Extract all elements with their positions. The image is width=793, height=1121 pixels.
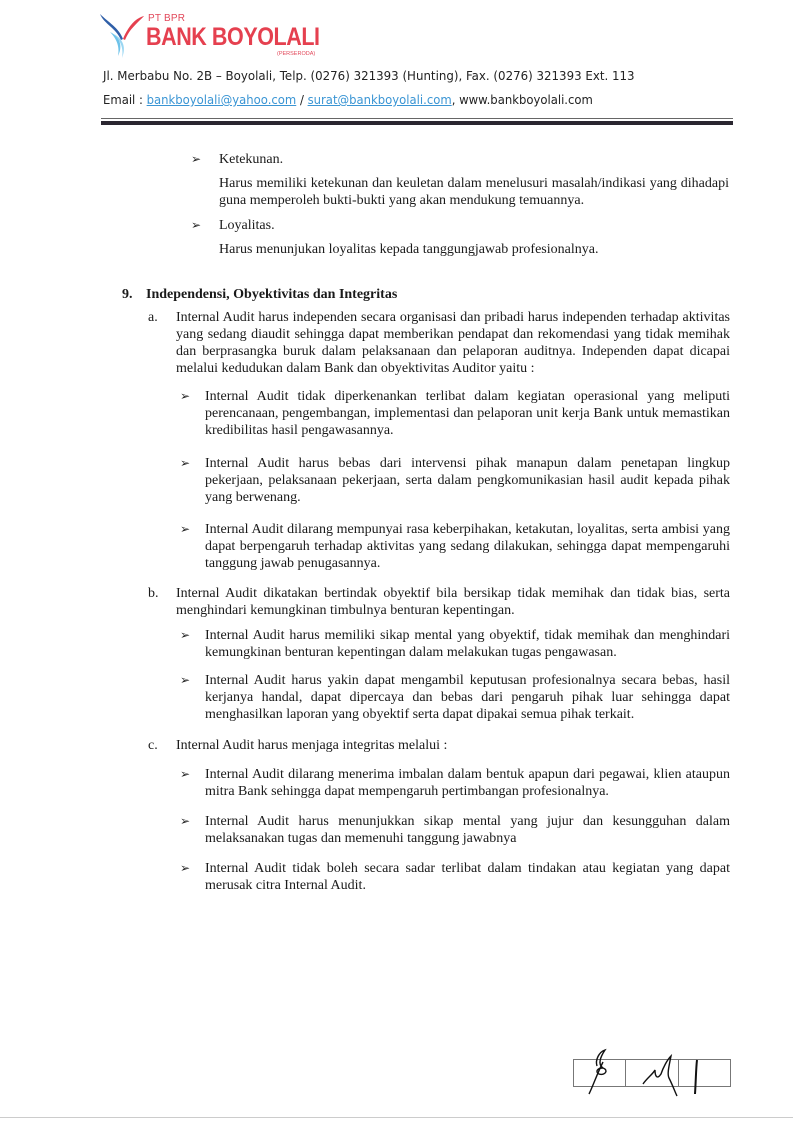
company-address: Jl. Merbabu No. 2B – Boyolali, Telp. (0276) 321393 (Hunting), Fax. (0276) 321393 Ext. 113 — [103, 69, 635, 83]
handwritten-initials-icon — [575, 1038, 735, 1100]
header-rule-thin — [101, 118, 733, 119]
arrow-bullet-icon: ➢ — [191, 218, 202, 232]
item-title-ketekunan: Ketekunan. — [219, 152, 284, 167]
arrow-bullet-icon: ➢ — [180, 389, 191, 403]
bank-logo-icon — [96, 8, 146, 60]
point-c-bullet-2: Internal Audit harus menunjukkan sikap mental yang jujur dan kesungguhan dalam melaksanakan tugas dan memenuhi tanggung jawabnya — [205, 814, 730, 846]
email-separator: / — [296, 93, 308, 107]
arrow-bullet-icon: ➢ — [191, 152, 202, 166]
company-prefix: PT BPR — [148, 13, 186, 24]
point-text-b: Internal Audit dikatakan bertindak obyektif bila bersikap tidak memihak dan tidak bias, serta menghindari kemungkinan timbulnya benturan kepentingan. — [176, 586, 730, 618]
contact-line — [103, 93, 593, 107]
point-text-a: Internal Audit harus independen secara organisasi dan pribadi harus independen terhadap aktivitas yang sedang diaudit sehingga dapat memberikan pendapat dan rekomendasi yang tidak memihak dan berprasangka buruk dalam pelaksanaan dan pelaporan auditnya. Independen dapat dicapai melalui kedudukan dalam Bank dan obyektivitas Auditor yaitu : — [176, 310, 730, 376]
arrow-bullet-icon: ➢ — [180, 673, 191, 687]
arrow-bullet-icon: ➢ — [180, 861, 191, 875]
item-body-ketekunan: Harus memiliki ketekunan dan keuletan dalam menelusuri masalah/indikasi yang dihadapi guna memperoleh bukti-bukti yang akan mendukung temuannya. — [219, 176, 729, 208]
point-c-bullet-3: Internal Audit tidak boleh secara sadar terlibat dalam tindakan atau kegiatan yang dapat merusak citra Internal Audit. — [205, 861, 730, 893]
email-link-surat[interactable]: surat@bankboyolali.com — [307, 93, 452, 107]
section-number: 9. — [122, 287, 133, 302]
point-b-bullet-2: Internal Audit harus yakin dapat mengambil keputusan profesionalnya secara bebas, hasil kerjanya handal, dapat dipercaya dan bebas dari pengaruh pihak luar sehingga dapat menghasilkan laporan yang obyektif serta dapat dipakai semua pihak terkait. — [205, 673, 730, 722]
company-name: BANK BOYOLALI — [146, 23, 320, 51]
email-link-yahoo[interactable]: bankboyolali@yahoo.com — [146, 93, 297, 107]
point-text-c: Internal Audit harus menjaga integritas melalui : — [176, 738, 448, 753]
point-label-c: c. — [148, 738, 158, 753]
website-text: www.bankboyolali.com — [459, 93, 593, 107]
point-c-bullet-1: Internal Audit dilarang menerima imbalan dalam bentuk apapun dari pegawai, klien ataupun mitra Bank sehingga dapat mempengaruh pertimbangan profesionalnya. — [205, 767, 730, 799]
item-title-loyalitas: Loyalitas. — [219, 218, 275, 233]
point-label-b: b. — [148, 586, 159, 601]
point-b-bullet-1: Internal Audit harus memiliki sikap mental yang obyektif, tidak memihak dan menghindari kemungkinan benturan kepentingan dalam melakukan tugas pengawasan. — [205, 628, 730, 660]
email-label: Email : — [103, 93, 147, 107]
arrow-bullet-icon: ➢ — [180, 814, 191, 828]
section-title: Independensi, Obyektivitas dan Integritas — [146, 287, 398, 302]
point-a-bullet-1: Internal Audit tidak diperkenankan terlibat dalam kegiatan operasional yang meliputi perencanaan, pengembangan, implementasi dan pelaporan unit kerja Bank untuk memastikan kredibilitas hasil pengawasannya. — [205, 389, 730, 438]
arrow-bullet-icon: ➢ — [180, 628, 191, 642]
header-rule-thick — [101, 121, 733, 125]
point-a-bullet-3: Internal Audit dilarang mempunyai rasa keberpihakan, ketakutan, loyalitas, serta ambisi yang dapat berpengaruh terhadap aktivitas yang sedang dilakukan, sehingga dapat mempengaruhi tanggung jawab penugasannya. — [205, 522, 730, 571]
arrow-bullet-icon: ➢ — [180, 522, 191, 536]
page-bottom-edge — [0, 1117, 793, 1118]
item-body-loyalitas: Harus menunjukan loyalitas kepada tanggungjawab profesionalnya. — [219, 242, 599, 257]
point-a-bullet-2: Internal Audit harus bebas dari intervensi pihak manapun dalam penetapan lingkup pekerjaan, pelaksanaan pekerjaan, serta dalam pengkomunikasian hasil audit kepada pihak yang berwenang. — [205, 456, 730, 505]
website-separator: , — [451, 93, 460, 107]
company-suffix: (PERSERODA) — [277, 51, 316, 57]
arrow-bullet-icon: ➢ — [180, 767, 191, 781]
arrow-bullet-icon: ➢ — [180, 456, 191, 470]
point-label-a: a. — [148, 310, 158, 325]
